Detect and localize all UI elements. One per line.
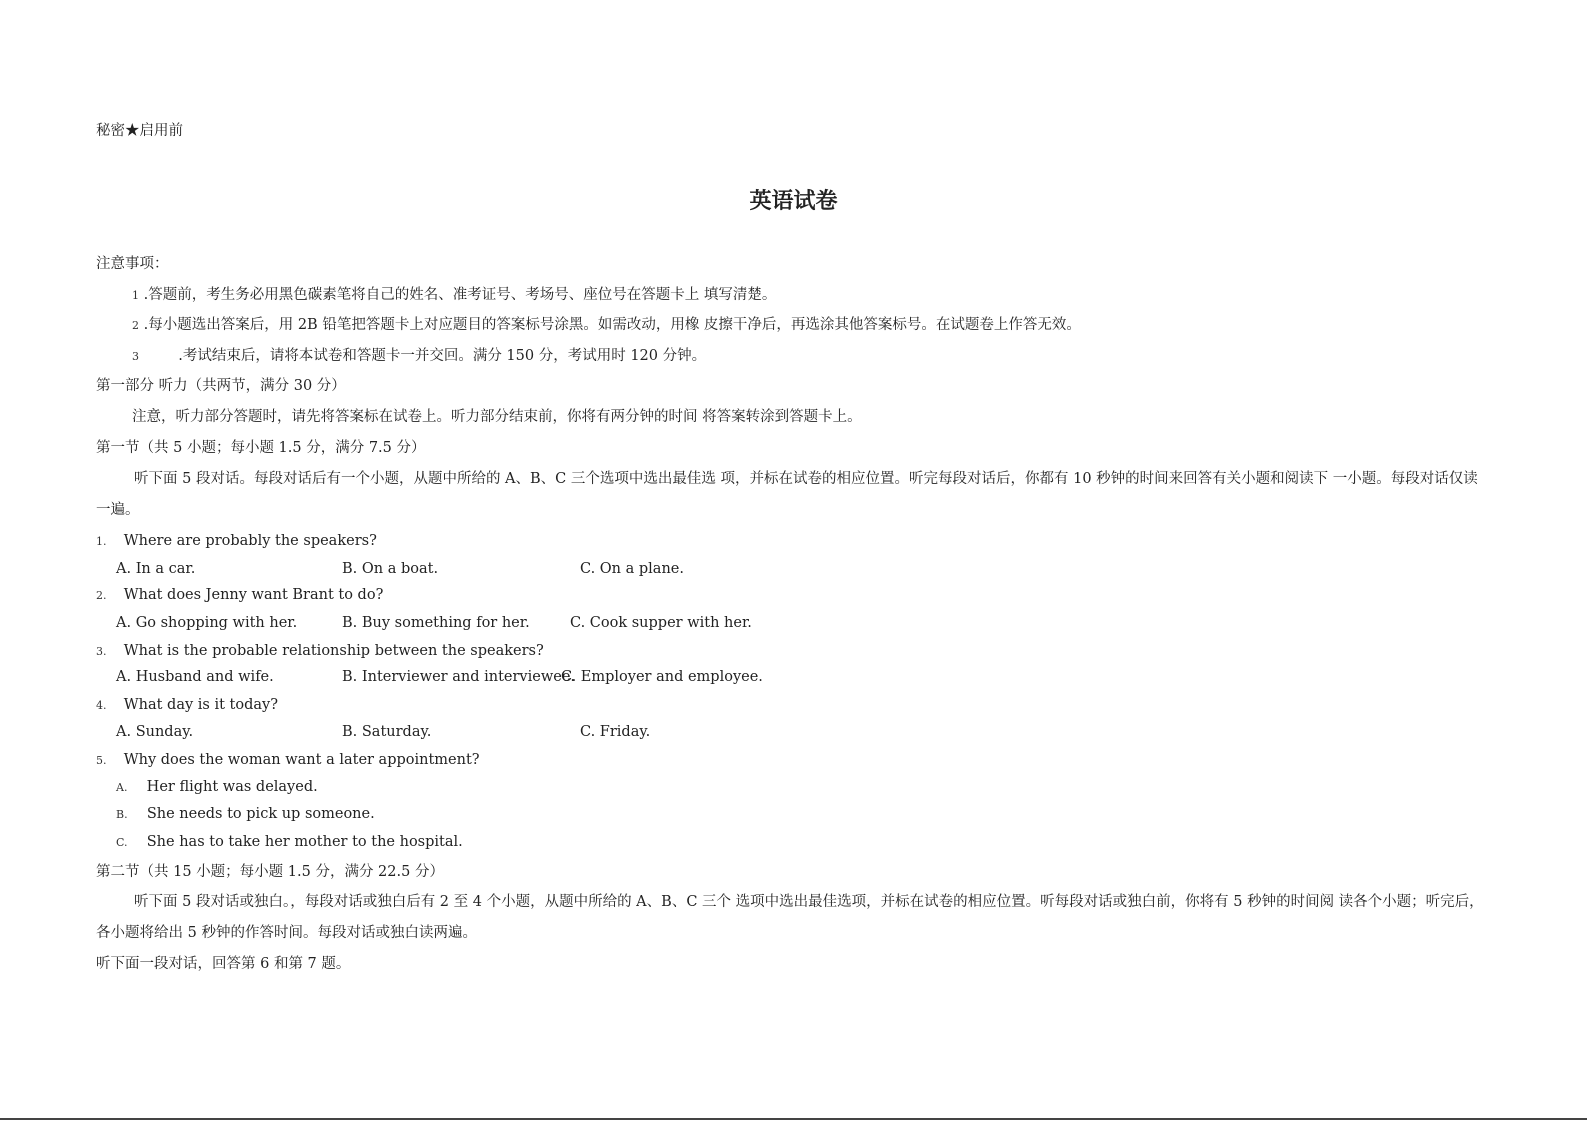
option-a: A. Sunday. bbox=[116, 724, 194, 740]
section1-heading: 第一节（共 5 小题；每小题 1.5 分，满分 7.5 分） bbox=[96, 440, 426, 456]
notice-item-text: .考试结束后，请将本试卷和答题卡一并交回。满分 150 分，考试用时 120 分钟。 bbox=[178, 348, 707, 364]
question-1 bbox=[96, 531, 377, 552]
option-text: Her flight was delayed. bbox=[146, 779, 318, 795]
option-a: A. Go shopping with her. bbox=[116, 615, 298, 631]
question-number: 1. bbox=[96, 535, 107, 548]
notice-item-number: 1 bbox=[132, 289, 139, 302]
notice-heading: 注意事项： bbox=[96, 256, 169, 272]
page-title: 英语试卷 bbox=[749, 188, 838, 214]
option-b bbox=[116, 804, 375, 825]
option-a: A. Husband and wife. bbox=[116, 669, 274, 685]
option-b: B. On a boat. bbox=[342, 561, 439, 577]
section2-heading: 第二节（共 15 小题；每小题 1.5 分，满分 22.5 分） bbox=[96, 864, 444, 880]
question-number: 5. bbox=[96, 754, 107, 767]
section1-instructions: 听下面 5 段对话。每段对话后有一个小题，从题中所给的 A、B、C 三个选项中选出最佳选 项，并标在试卷的相应位置。听完每段对话后，你都有 10 秒钟的时间来回答有关小题和阅读下 一小题。每段对话仅读一遍。 bbox=[96, 471, 1478, 518]
notice-item-1 bbox=[132, 285, 776, 306]
option-c bbox=[116, 832, 463, 853]
notice-item-3 bbox=[132, 346, 706, 367]
question-3 bbox=[96, 641, 544, 662]
option-c: C. On a plane. bbox=[580, 561, 684, 577]
question-text: What day is it today? bbox=[123, 697, 278, 713]
option-b: B. Buy something for her. bbox=[342, 615, 530, 631]
option-text: She needs to pick up someone. bbox=[146, 806, 375, 822]
option-c: C. Cook supper with her. bbox=[570, 615, 752, 631]
question-text: What is the probable relationship between the speakers? bbox=[123, 643, 544, 659]
notice-item-2 bbox=[132, 315, 1081, 336]
section2-instructions: 听下面 5 段对话或独白。，每段对话或独白后有 2 至 4 个小题，从题中所给的 A、B、C 三个 选项中选出最佳选项，并标在试卷的相应位置。听每段对话或独白前，你将有 5 秒钟的时间阅 读各个小题；听完后，各小题将给出 5 秒钟的作答时间。每段对话或独白读两遍。 bbox=[96, 894, 1484, 941]
notice-item-number: 3 bbox=[132, 350, 139, 363]
question-text: Why does the woman want a later appointment? bbox=[123, 752, 480, 768]
option-a: A. In a car. bbox=[116, 561, 196, 577]
section2-lead: 听下面一段对话，回答第 6 和第 7 题。 bbox=[96, 956, 351, 972]
part1-note: 注意，听力部分答题时，请先将答案标在试卷上。听力部分结束前，你将有两分钟的时间 将答案转涂到答题卡上。 bbox=[132, 409, 862, 425]
question-number: 4. bbox=[96, 699, 107, 712]
notice-item-text: .答题前，考生务必用黑色碳素笔将自己的姓名、准考证号、考场号、座位号在答题卡上 填写清楚。 bbox=[143, 287, 777, 303]
option-a bbox=[116, 777, 318, 798]
question-4 bbox=[96, 695, 278, 716]
question-text: Where are probably the speakers? bbox=[123, 533, 377, 549]
question-number: 3. bbox=[96, 645, 107, 658]
notice-item-text: .每小题选出答案后，用 2B 铅笔把答题卡上对应题目的答案标号涂黑。如需改动，用橡 皮擦干净后，再选涂其他答案标号。在试题卷上作答无效。 bbox=[143, 317, 1081, 333]
option-letter: C. bbox=[116, 836, 128, 849]
option-letter: B. bbox=[116, 808, 128, 821]
option-c: C. Employer and employee. bbox=[561, 669, 763, 685]
question-text: What does Jenny want Brant to do? bbox=[123, 587, 384, 603]
question-5 bbox=[96, 750, 480, 771]
option-c: C. Friday. bbox=[580, 724, 651, 740]
option-text: She has to take her mother to the hospital. bbox=[146, 834, 463, 850]
option-b: B. Saturday. bbox=[342, 724, 432, 740]
question-number: 2. bbox=[96, 589, 107, 602]
notice-item-number: 2 bbox=[132, 319, 139, 332]
part1-heading: 第一部分 听力（共两节，满分 30 分） bbox=[96, 378, 346, 394]
option-letter: A. bbox=[116, 781, 128, 794]
option-b: B. Interviewer and interviewee. bbox=[342, 669, 576, 685]
question-2 bbox=[96, 585, 383, 606]
confidential-label: 秘密★启用前 bbox=[96, 123, 183, 139]
